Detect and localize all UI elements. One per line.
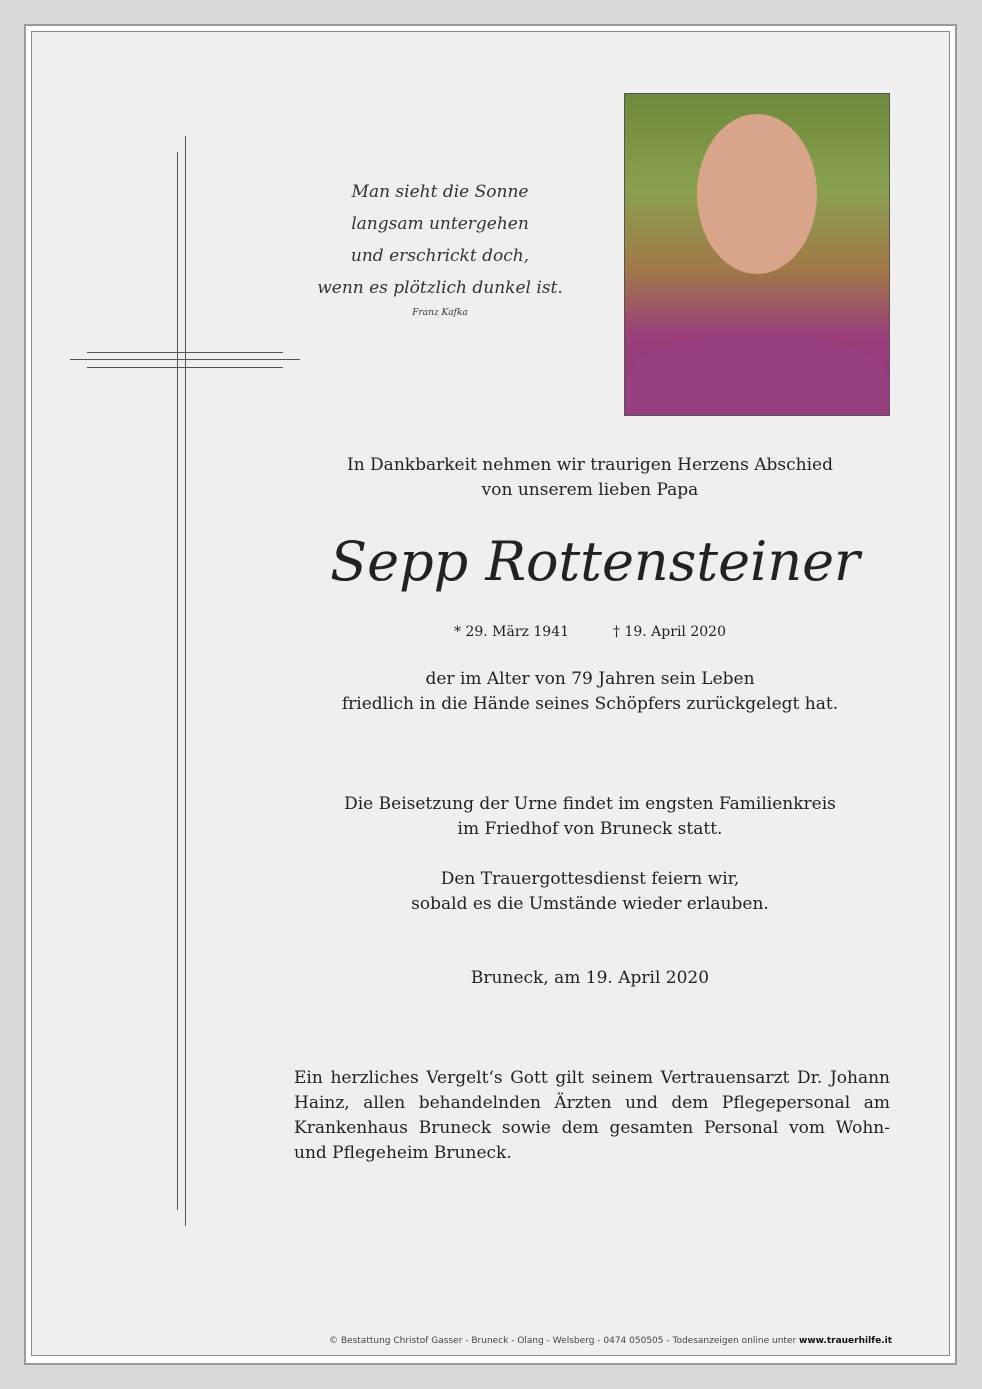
text-line: In Dankbarkeit nehmen wir traurigen Herzens Abschied (346, 455, 833, 475)
life-dates (290, 624, 890, 640)
deceased-name: Sepp Rottensteiner (330, 530, 860, 593)
thanks-text: Ein herzliches Vergelt‘s Gott gilt seinem Vertrauensarzt Dr. Johann Hainz, allen behandelnden Ärzten und dem Pflegepersonal am Krankenhaus Bruneck sowie dem gesamten Personal vom Wohn- und Pflegeheim Bruneck. (294, 1068, 890, 1163)
portrait-photo (624, 93, 890, 416)
footer (290, 1336, 892, 1346)
quote-author: Franz Kafka (412, 308, 468, 318)
quote-line: wenn es plötzlich dunkel ist. (317, 278, 563, 298)
quote-line: langsam untergehen (351, 214, 529, 234)
place-date: Bruneck, am 19. April 2020 (470, 968, 710, 988)
text-line: Den Trauergottesdienst feiern wir, (440, 869, 740, 889)
birth-date: * 29. März 1941 (454, 624, 570, 640)
text-line: sobald es die Umstände wieder erlauben. (411, 894, 769, 914)
service-text (290, 867, 890, 917)
quote (300, 176, 580, 322)
intro-text (290, 453, 890, 503)
quote-line: Man sieht die Sonne (351, 182, 529, 202)
text-line: von unserem lieben Papa (481, 480, 699, 500)
burial-text (290, 792, 890, 842)
footer-text: © Bestattung Christof Gasser - Bruneck - Olang - Welsberg - 0474 050505 - Todesanzeigen online unter (329, 1336, 800, 1346)
death-date: † 19. April 2020 (613, 624, 726, 640)
text-line: der im Alter von 79 Jahren sein Leben (425, 669, 755, 689)
quote-line: und erschrickt doch, (350, 246, 530, 266)
text-line: friedlich in die Hände seines Schöpfers zurückgelegt hat. (341, 694, 839, 714)
footer-link[interactable]: www.trauerhilfe.it (799, 1336, 892, 1346)
text-line: im Friedhof von Bruneck statt. (457, 819, 723, 839)
text-line: Die Beisetzung der Urne findet im engsten Familienkreis (344, 794, 836, 814)
age-text (290, 667, 890, 717)
